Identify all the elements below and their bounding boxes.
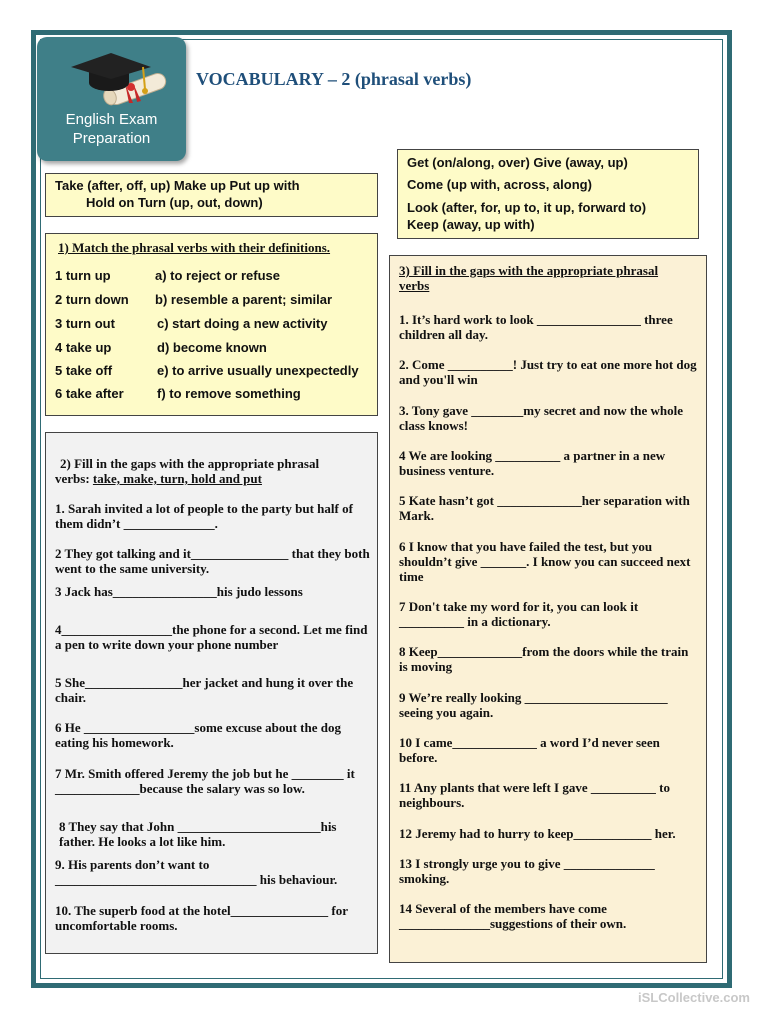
gap-exercise-item: 3 Jack has________________his judo lessons bbox=[55, 584, 303, 599]
gap-exercise-item: 10 I came_____________ a word I’d never seen before. bbox=[399, 735, 660, 765]
match-verb: 3 turn out bbox=[55, 316, 115, 331]
verb-list-line: Come (up with, across, along) bbox=[407, 177, 592, 192]
verb-list-box-left bbox=[45, 173, 378, 217]
match-verb: 2 turn down bbox=[55, 292, 129, 307]
verb-list-line: Take (after, off, up) Make up Put up with bbox=[55, 178, 300, 193]
gap-exercise-item: 5 Kate hasn’t got _____________her separation with Mark. bbox=[399, 493, 690, 523]
gap-exercise-item: 6 I know that you have failed the test, but you shouldn’t give _______. I know you can succeed next time bbox=[399, 539, 691, 584]
section-fill-gaps-1-box bbox=[45, 432, 378, 954]
graduation-cap-icon bbox=[37, 37, 186, 112]
gap-exercise-item: 9 We’re really looking ______________________ seeing you again. bbox=[399, 690, 668, 720]
gap-exercise-item: 2. Come __________! Just try to eat one more hot dog and you'll win bbox=[399, 357, 697, 387]
match-definition: c) start doing a new activity bbox=[157, 316, 328, 331]
gap-exercise-item: 12 Jeremy had to hurry to keep____________ her. bbox=[399, 826, 676, 841]
logo bbox=[37, 37, 186, 161]
section-3-heading: 3) Fill in the gaps with the appropriate phrasal verbs bbox=[399, 263, 659, 293]
match-definition: e) to arrive usually unexpectedly bbox=[157, 363, 359, 378]
section-2-heading-line2: verbs: take, make, turn, hold and put bbox=[55, 471, 262, 486]
verb-list-line: Look (after, for, up to, it up, forward to) bbox=[407, 200, 647, 215]
match-definition: b) resemble a parent; similar bbox=[155, 292, 333, 307]
gap-exercise-item: 10. The superb food at the hotel_______________ for uncomfortable rooms. bbox=[55, 903, 348, 933]
gap-exercise-item: 9. His parents don’t want to _______________________________ his behaviour. bbox=[55, 857, 338, 887]
gap-exercise-item: 3. Tony gave ________my secret and now the whole class knows! bbox=[399, 403, 683, 433]
verb-list-line: Hold on Turn (up, out, down) bbox=[86, 195, 263, 210]
match-verb: 6 take after bbox=[55, 386, 124, 401]
gap-exercise-item: 11 Any plants that were left I gave __________ to neighbours. bbox=[399, 780, 670, 810]
gap-exercise-item: 1. It’s hard work to look ________________ three children all day. bbox=[399, 312, 673, 342]
gap-exercise-item: 8 Keep_____________from the doors while the train is moving bbox=[399, 644, 689, 674]
match-verb: 1 turn up bbox=[55, 268, 111, 283]
match-verb: 5 take off bbox=[55, 363, 113, 378]
gap-exercise-item: 4 We are looking __________ a partner in a new business venture. bbox=[399, 448, 666, 478]
match-definition: f) to remove something bbox=[157, 386, 301, 401]
verb-list-box-right bbox=[397, 149, 699, 239]
match-definition: a) to reject or refuse bbox=[155, 268, 280, 283]
verb-list-line: Get (on/along, over) Give (away, up) bbox=[407, 155, 628, 170]
gap-exercise-item: 1. Sarah invited a lot of people to the party but half of them didn’t ______________. bbox=[55, 501, 353, 531]
verb-list-line: Keep (away, up with) bbox=[407, 217, 535, 232]
gap-exercise-item: 2 They got talking and it_______________ that they both went to the same university. bbox=[55, 546, 370, 576]
gap-exercise-item: 8 They say that John ______________________his father. He looks a lot like him. bbox=[59, 819, 337, 849]
gap-exercise-item: 13 I strongly urge you to give ______________ smoking. bbox=[399, 856, 655, 886]
gap-exercise-item: 4_________________the phone for a second. Let me find a pen to write down your phone number bbox=[55, 622, 368, 652]
section-fill-gaps-2-box bbox=[389, 255, 707, 963]
gap-exercise-item: 5 She_______________her jacket and hung it over the chair. bbox=[55, 675, 354, 705]
match-definition: d) become known bbox=[157, 340, 267, 355]
match-verb: 4 take up bbox=[55, 340, 112, 355]
gap-exercise-item: 7 Mr. Smith offered Jeremy the job but he ________ it _____________because the salary was so low. bbox=[55, 766, 355, 796]
gap-exercise-item: 6 He _________________some excuse about the dog eating his homework. bbox=[55, 720, 341, 750]
section-match-box bbox=[45, 233, 378, 416]
gap-exercise-item: 14 Several of the members have come ______________suggestions of their own. bbox=[399, 901, 627, 931]
section-2-heading: 2) Fill in the gaps with the appropriate phrasal bbox=[60, 456, 320, 471]
section-1-heading: 1) Match the phrasal verbs with their definitions. bbox=[58, 240, 331, 255]
watermark: iSLCollective.com bbox=[638, 990, 750, 1005]
logo-line-2: Preparation bbox=[72, 130, 151, 147]
gap-exercise-item: 7 Don't take my word for it, you can look it __________ in a dictionary. bbox=[399, 599, 639, 629]
page-title: VOCABULARY – 2 (phrasal verbs) bbox=[196, 69, 472, 89]
logo-line-1: English Exam bbox=[65, 111, 158, 128]
